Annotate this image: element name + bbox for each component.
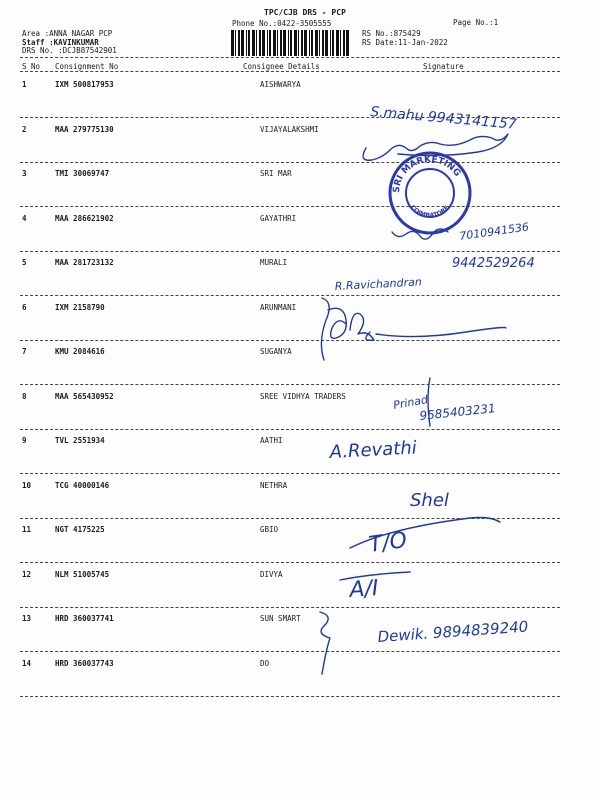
row-sno: 12 bbox=[22, 569, 32, 579]
handwritten-phone-2: 7010941536 bbox=[458, 220, 530, 243]
row-sno: 1 bbox=[22, 80, 27, 89]
handwritten-name-5: R.Ravichandran bbox=[334, 275, 423, 293]
row-sno: 4 bbox=[22, 213, 27, 223]
row-consignment-no: KMU 2084616 bbox=[55, 347, 105, 356]
row-consignee: SUN SMART bbox=[260, 614, 301, 623]
row-sno: 2 bbox=[22, 124, 27, 134]
row-consignee: SUGANYA bbox=[260, 347, 292, 356]
row-consignment-no: IXM 2158790 bbox=[55, 302, 105, 312]
row-consignment-no: HRD 360037741 bbox=[55, 614, 114, 623]
row-consignee: MURALI bbox=[260, 258, 288, 267]
row-sno: 14 bbox=[22, 658, 32, 668]
row-consignment-no: MAA 281723132 bbox=[55, 258, 114, 267]
stamp-text-top: SRI MARKETING bbox=[391, 154, 463, 194]
row-sno: 5 bbox=[22, 258, 27, 267]
row-consignee: VIJAYALAKSHMI bbox=[260, 124, 319, 134]
row-consignee: NETHRA bbox=[260, 480, 288, 490]
rs-date: RS Date:11-Jan-2022 bbox=[362, 38, 448, 47]
row-sno: 7 bbox=[22, 347, 27, 356]
row-consignment-no: NLM 51005745 bbox=[55, 569, 110, 579]
handwritten-ai: A/I bbox=[348, 576, 380, 603]
handwritten-name-10: Shel bbox=[410, 490, 449, 511]
signature-scribble-6 bbox=[321, 298, 506, 360]
row-sno: 9 bbox=[22, 436, 27, 445]
stamp-text-bottom: COIMBATORE bbox=[408, 203, 451, 220]
handwritten-phone-1: S.mahu 9943141157 bbox=[369, 104, 518, 133]
handwritten-phone-3: 9442529264 bbox=[452, 256, 535, 271]
row-consignment-no: MAA 279775130 bbox=[55, 124, 114, 134]
drs-number: DRS No. :DCJB87542901 bbox=[22, 46, 117, 55]
rs-number: RS No.:875429 bbox=[362, 29, 421, 38]
row-consignee: SRI MAR bbox=[260, 169, 292, 178]
row-consignee: GAYATHRI bbox=[260, 213, 297, 223]
column-consignment: Consignment No bbox=[55, 62, 119, 71]
page-number: Page No.:1 bbox=[453, 18, 499, 27]
row-sno: 13 bbox=[22, 614, 32, 623]
row-sno: 11 bbox=[22, 525, 32, 534]
column-signature: Signature bbox=[423, 62, 464, 71]
row-consignee: GBIO bbox=[260, 525, 279, 534]
company-stamp bbox=[385, 148, 475, 238]
row-sno: 10 bbox=[22, 480, 32, 490]
handwritten-phone-13: Dewik. 9894839240 bbox=[377, 617, 529, 646]
handwritten-tio: T/O bbox=[367, 527, 409, 558]
handwritten-name-8: Prinad bbox=[392, 393, 429, 412]
row-sno: 3 bbox=[22, 169, 27, 178]
handwritten-phone-8: 9585403231 bbox=[418, 401, 497, 423]
row-consignee: ARUNMANI bbox=[260, 302, 297, 312]
row-consignee: AISHWARYA bbox=[260, 80, 301, 89]
row-consignee: AATHI bbox=[260, 436, 283, 445]
row-consignee: SREE VIDHYA TRADERS bbox=[260, 391, 346, 401]
report-title: TPC/CJB DRS - PCP bbox=[264, 8, 346, 17]
row-consignment-no: HRD 360037743 bbox=[55, 658, 114, 668]
svg-text:COIMBATORE bbox=[409, 204, 451, 219]
row-sno: 8 bbox=[22, 391, 27, 401]
column-consignee: Consignee Details bbox=[243, 62, 320, 71]
row-consignment-no: TVL 2551934 bbox=[55, 436, 105, 445]
row-consignee: DIVYA bbox=[260, 569, 283, 579]
row-consignment-no: TCG 40000146 bbox=[55, 480, 110, 490]
staff-label: Staff :KAVINKUMAR bbox=[22, 38, 99, 47]
row-consignment-no: MAA 286621902 bbox=[55, 213, 114, 223]
phone-number: Phone No.:0422-3505555 bbox=[232, 19, 332, 28]
row-consignment-no: MAA 565430952 bbox=[55, 391, 114, 401]
row-consignee: DO bbox=[260, 658, 270, 668]
row-sno: 6 bbox=[22, 302, 27, 312]
column-sno: S No bbox=[22, 62, 41, 71]
signature-scribble-13 bbox=[320, 612, 330, 674]
area-label: Area :ANNA NAGAR PCP bbox=[22, 29, 113, 38]
row-consignment-no: NGT 4175225 bbox=[55, 525, 105, 534]
row-consignment-no: TMI 30069747 bbox=[55, 169, 110, 178]
row-consignment-no: IXM 500817953 bbox=[55, 80, 114, 89]
handwritten-name-9: A.Revathi bbox=[329, 437, 418, 463]
